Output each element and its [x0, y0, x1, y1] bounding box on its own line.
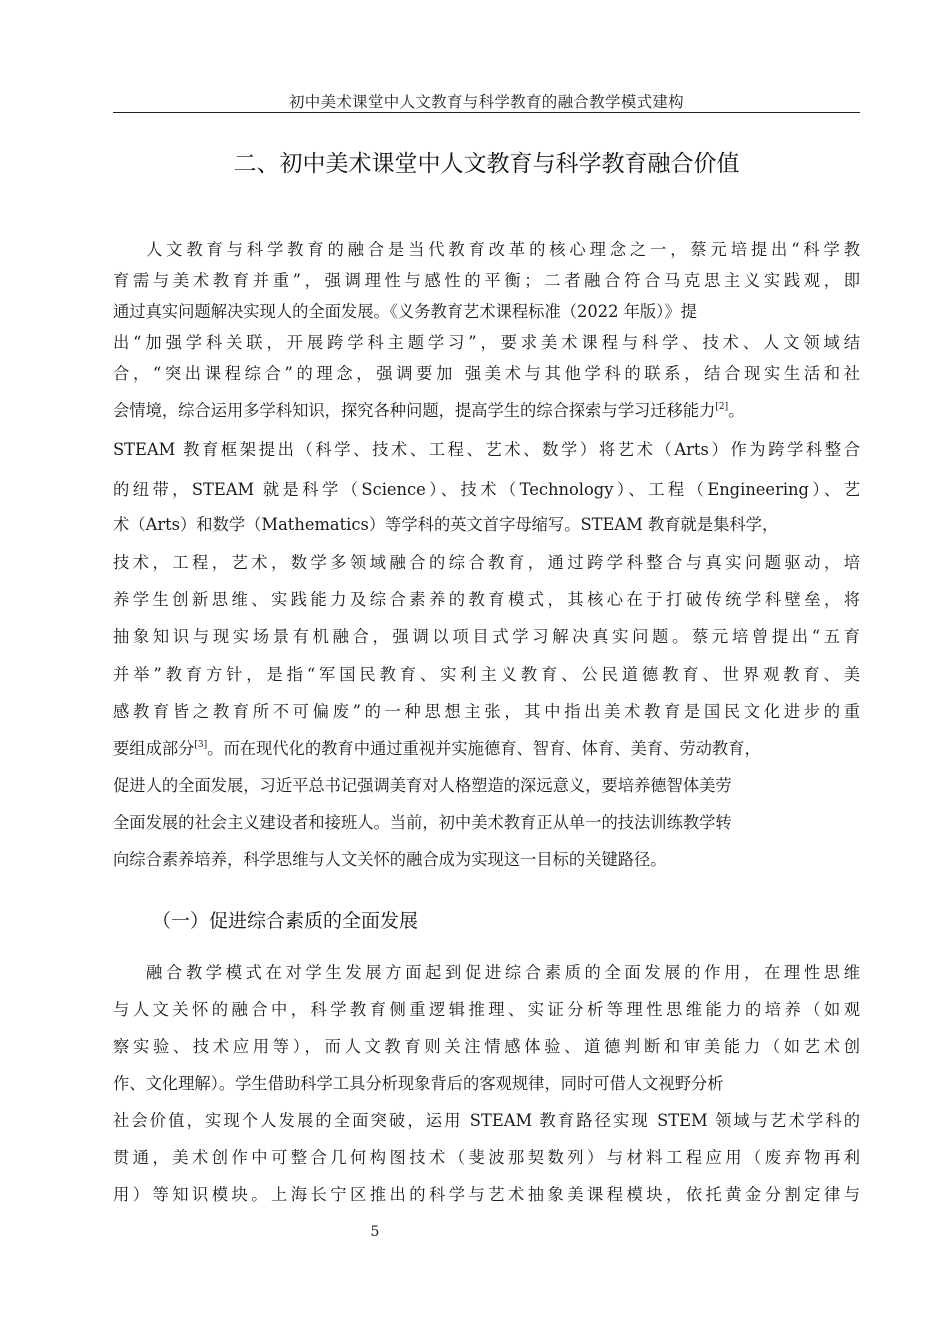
- text-line: 与人文关怀的融合中，科学教育侧重逻辑推理、实证分析等理性思维能力的培养（如观: [113, 1000, 860, 1019]
- text-line: STEAM 教育框架提出（科学、技术、工程、艺术、数学）将艺术（Arts）作为跨学科整合: [113, 440, 860, 459]
- text-line: [113, 736, 761, 762]
- citation-3[interactable]: [3]: [194, 740, 208, 750]
- text-line: 察实验、技术应用等），而人文教育则关注情感体验、道德判断和审美能力（如艺术创: [113, 1037, 860, 1056]
- header-divider: [113, 112, 860, 113]
- text-line: 技术，工程，艺术，数学多领域融合的综合教育，通过跨学科整合与真实问题驱动，培: [113, 553, 860, 572]
- text-line: 全面发展的社会主义建设者和接班人。当前，初中美术教育正从单一的技法训练教学转: [113, 813, 732, 832]
- subsection-title: （一）促进综合素质的全面发展: [152, 910, 419, 932]
- running-header: 初中美术课堂中人文教育与科学教育的融合教学模式建构: [288, 93, 684, 111]
- text-line: 融合教学模式在对学生发展方面起到促进综合素质的全面发展的作用，在理性思维: [146, 963, 860, 982]
- text-line: 出“加强学科关联，开展跨学科主题学习”，要求美术课程与科学、技术、人文领域结: [113, 333, 860, 352]
- text-segment: 。而在现代化的教育中通过重视并实施德育、智育、体育、美育、劳动教育，: [207, 739, 761, 758]
- citation-2[interactable]: [2]: [715, 402, 729, 412]
- text-line: [113, 398, 744, 424]
- text-line: 合，“突出课程综合”的理念，强调要加 强美术与其他学科的联系，结合现实生活和社: [113, 364, 860, 383]
- section-title: 二、初中美术课堂中人文教育与科学教育融合价值: [233, 151, 740, 177]
- text-line: 感教育皆之教育所不可偏废”的一种思想主张，其中指出美术教育是国民文化进步的重: [113, 702, 860, 721]
- text-line: 术（Arts）和数学（Mathematics）等学科的英文首字母缩写。STEAM 教育就是集科学，: [113, 515, 779, 534]
- text-line: 并举”教育方针，是指“军国民教育、实利主义教育、公民道德教育、世界观教育、美: [113, 665, 860, 684]
- text-line: 育需与美术教育并重”，强调理性与感性的平衡；二者融合符合马克思主义实践观，即: [113, 271, 860, 290]
- text-line: 向综合素养培养，科学思维与人文关怀的融合成为实现这一目标的关键路径。: [113, 850, 667, 869]
- text-line: 用）等知识模块。上海长宁区推出的科学与艺术抽象美课程模块，依托黄金分割定律与: [113, 1185, 860, 1204]
- text-line: 作、文化理解）。学生借助科学工具分析现象背后的客观规律，同时可借人文视野分析: [113, 1074, 724, 1093]
- text-segment: 会情境，综合运用多学科知识，探究各种问题，提高学生的综合探索与学习迁移能力: [113, 401, 716, 420]
- page-number: 5: [370, 1224, 380, 1240]
- text-line: 促进人的全面发展，习近平总书记强调美育对人格塑造的深远意义，要培养德智体美劳: [113, 776, 732, 795]
- text-line: 人文教育与科学教育的融合是当代教育改革的核心理念之一，蔡元培提出“科学教: [146, 240, 860, 259]
- text-line: 社会价值，实现个人发展的全面突破，运用 STEAM 教育路径实现 STEM 领域与艺术学科的: [113, 1111, 860, 1130]
- text-line: 抽象知识与现实场景有机融合，强调以项目式学习解决真实问题。蔡元培曾提出“五育: [113, 627, 860, 646]
- text-segment: 。: [728, 401, 745, 420]
- text-line: 的纽带，STEAM 就是科学（Science）、技术（Technology）、工程（Engineering）、艺: [113, 480, 860, 499]
- text-line: 贯通，美术创作中可整合几何构图技术（斐波那契数列）与材料工程应用（废弃物再利: [113, 1148, 860, 1167]
- text-line: 养学生创新思维、实践能力及综合素养的教育模式，其核心在于打破传统学科壁垒，将: [113, 590, 860, 609]
- text-segment: 要组成部分: [113, 739, 195, 758]
- text-line: 通过真实问题解决实现人的全面发展。《义务教育艺术课程标准（2022 年版）》提: [113, 302, 697, 321]
